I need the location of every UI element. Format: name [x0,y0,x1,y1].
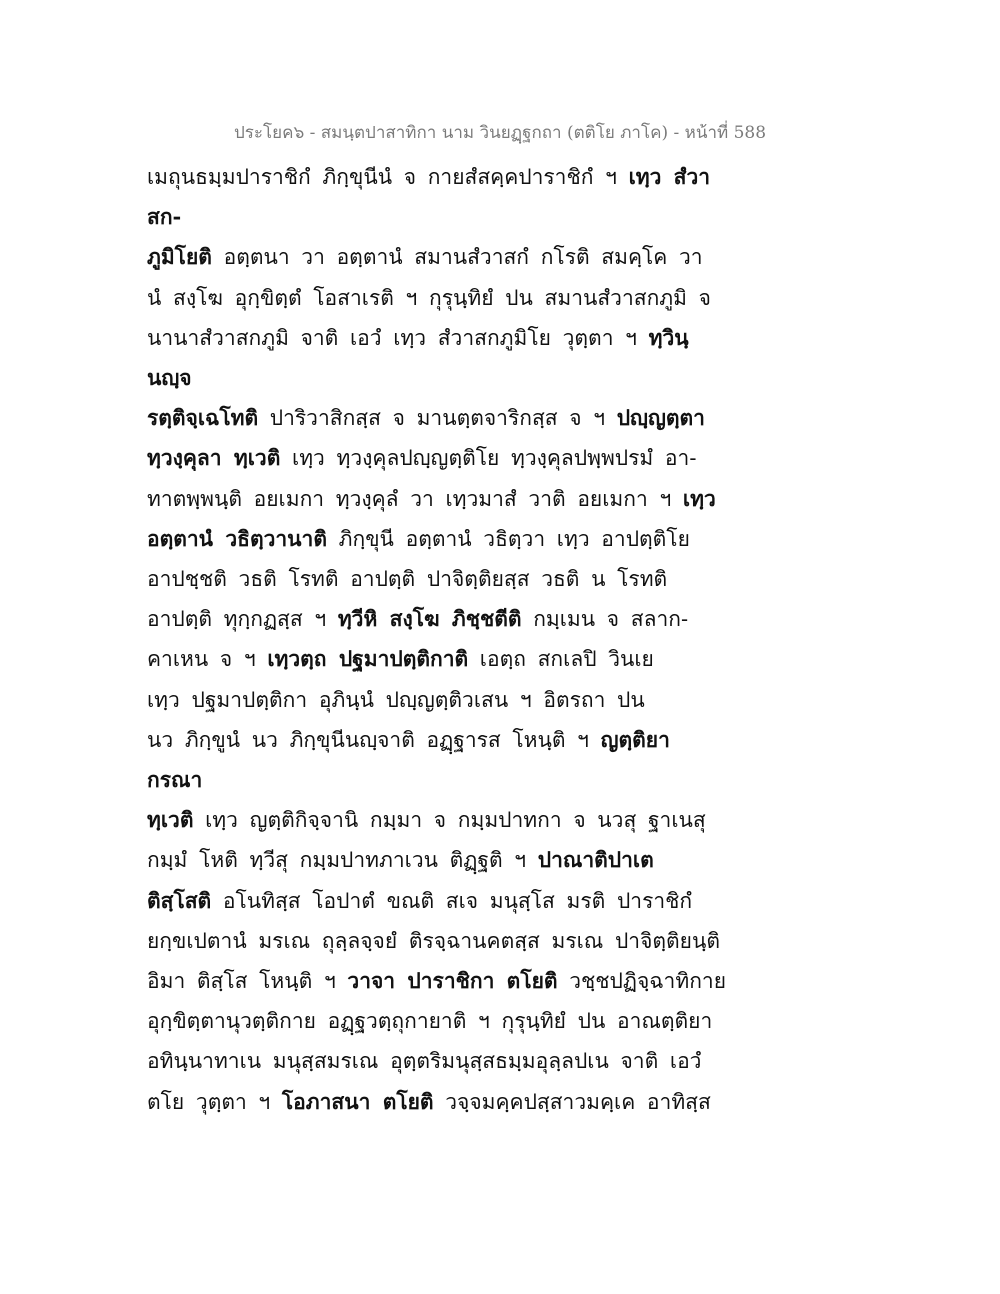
text-line [147,639,727,679]
text-run: เทฺว ปฐมาปตฺติกา อุภินฺนํ ปญฺญตฺติวเสน ฯ อิตรถา ปน [147,687,645,712]
text-run: อาปชฺชติ วธติ โรทติ อาปตฺติ ปาจิตฺติยสฺส วธติ น โรทติ [147,567,668,592]
text-run: นานาสํวาสกภูมิ จาติ เอวํ เทฺว สํวาสกภูมิโย วุตฺตา ฯ [147,325,649,350]
bold-term: เทฺว [682,485,716,511]
bold-term: ทฺวีหิ สงฺโฆ ภิชฺชตีติ [337,606,522,632]
text-run: เอตฺถ สกเลปิ วินเย [468,647,654,672]
bold-term: ปญฺญตฺตา [616,405,705,431]
bold-term: ทฺเวติ [147,807,194,833]
text-run: เมถุนธมฺมปาราชิกํ ภิกฺขุนีนํ จ กายสํสคฺคปาราชิกํ ฯ [147,165,629,189]
text-run: ตโย วุตฺตา ฯ [147,1089,282,1114]
text-run: ทาตพฺพนฺติ อยเมกา ทฺวงฺคุลํ วา เทฺวมาสํ วาติ อยเมกา ฯ [147,486,683,511]
bold-term: ทฺวินฺนญฺจ [147,324,689,391]
text-line [147,599,727,639]
text-line [147,318,727,398]
text-line [147,881,727,921]
bold-term: ญตฺติยา กรณา [147,726,670,793]
text-line [147,921,727,961]
text-run: กมฺเมน จ สลาก- [521,607,689,632]
text-run: อตฺตนา วา อตฺตานํ สมานสํวาสกํ กโรติ สมคฺโค วา [211,245,703,270]
text-line [147,278,727,318]
text-line [147,398,727,438]
bold-term: เทฺวตฺถ ปฐมาปตฺติกาติ [267,646,469,672]
text-line [147,559,727,599]
text-run: อโนทิสฺส โอปาตํ ขณติ สเจ มนุสฺโส มรติ ปาราชิกํ [211,888,693,913]
bold-term: ติสฺโสติ [147,887,212,913]
text-line [147,961,727,1001]
body-text [147,157,727,1122]
text-run: คาเหน จ ฯ [147,647,268,672]
text-run: นํ สงฺโฆ อุกฺขิตฺตํ โอสาเรติ ฯ กุรุนฺทิยํ ปน สมานสํวาสกภูมิ จ [147,285,711,310]
text-line [147,519,727,559]
bold-term: วาจา ปาราชิกา ตโยติ [347,968,558,994]
text-run: ยกฺขเปตานํ มรเณ ถุลฺลจฺจยํ ติรจฺฉานคตสฺส มรเณ ปาจิตฺติยนฺติ [147,928,720,953]
text-run: อทินฺนาทาเน มนุสฺสมรเณ อุตฺตริมนุสฺสธมฺมอุลฺลปเน จาติ เอวํ [147,1049,702,1074]
text-run: เทฺว ทฺวงฺคุลปญฺญตฺติโย ทฺวงฺคุลปพฺพปรมํ อา- [280,446,697,471]
text-run: วชฺชปฏิจฺฉาทิกาย [557,969,727,994]
bold-term: ปาณาติปาเต [537,847,654,873]
text-line [147,1001,727,1041]
text-run: ภิกฺขุนี อตฺตานํ วธิตฺวา เทฺว อาปตฺติโย [326,526,690,551]
text-run: อาปตฺติ ทุกฺกฏสฺส ฯ [147,607,338,632]
bold-term: รตฺติจฺเฉโทติ [147,405,259,431]
text-run: เทฺว ญตฺติกิจฺจานิ กมฺมา จ กมฺมปาทกา จ นวสุ ฐาเนสุ [193,808,706,833]
bold-term: ภูมิโยติ [147,244,212,270]
text-run: นว ภิกฺขูนํ นว ภิกฺขุนีนญฺจาติ อฏฺฐารส โหนฺติ ฯ [147,727,601,752]
text-line [147,680,727,720]
page-header: ประโยค๖ - สมนฺตปาสาทิกา นาม วินยฏฺฐกถา (ตติโย ภาโค) - หน้าที่ 588 [233,123,767,143]
text-line [147,1041,727,1081]
text-run: ปาริวาสิกสฺส จ มานตฺตจาริกสฺส จ ฯ [258,406,617,431]
text-line [147,800,727,840]
text-line [147,1082,727,1122]
bold-term: ทฺวงฺคุลา ทฺเวติ [147,445,281,471]
text-line [147,840,727,880]
text-line [147,157,727,237]
text-line [147,479,727,519]
text-line [147,438,727,478]
bold-term: โอภาสนา ตโยติ [281,1088,434,1114]
text-run: อุกฺขิตฺตานุวตฺติกาย อฏฺฐวตฺถุกายาติ ฯ กุรุนฺทิยํ ปน อาณตฺติยา [147,1009,713,1034]
text-line [147,237,727,277]
text-run: วจฺจมคฺคปสฺสาวมคฺเค อาทิสฺส [433,1089,711,1114]
bold-term: เทฺว สํวาสก- [147,164,711,230]
text-run: กมฺมํ โหติ ทฺวีสุ กมฺมปาทภาเวน ติฏฺฐติ ฯ [147,848,538,873]
text-run: อิมา ติสฺโส โหนฺติ ฯ [147,969,348,994]
bold-term: อตฺตานํ วธิตฺวานาติ [147,525,327,551]
text-line [147,720,727,800]
